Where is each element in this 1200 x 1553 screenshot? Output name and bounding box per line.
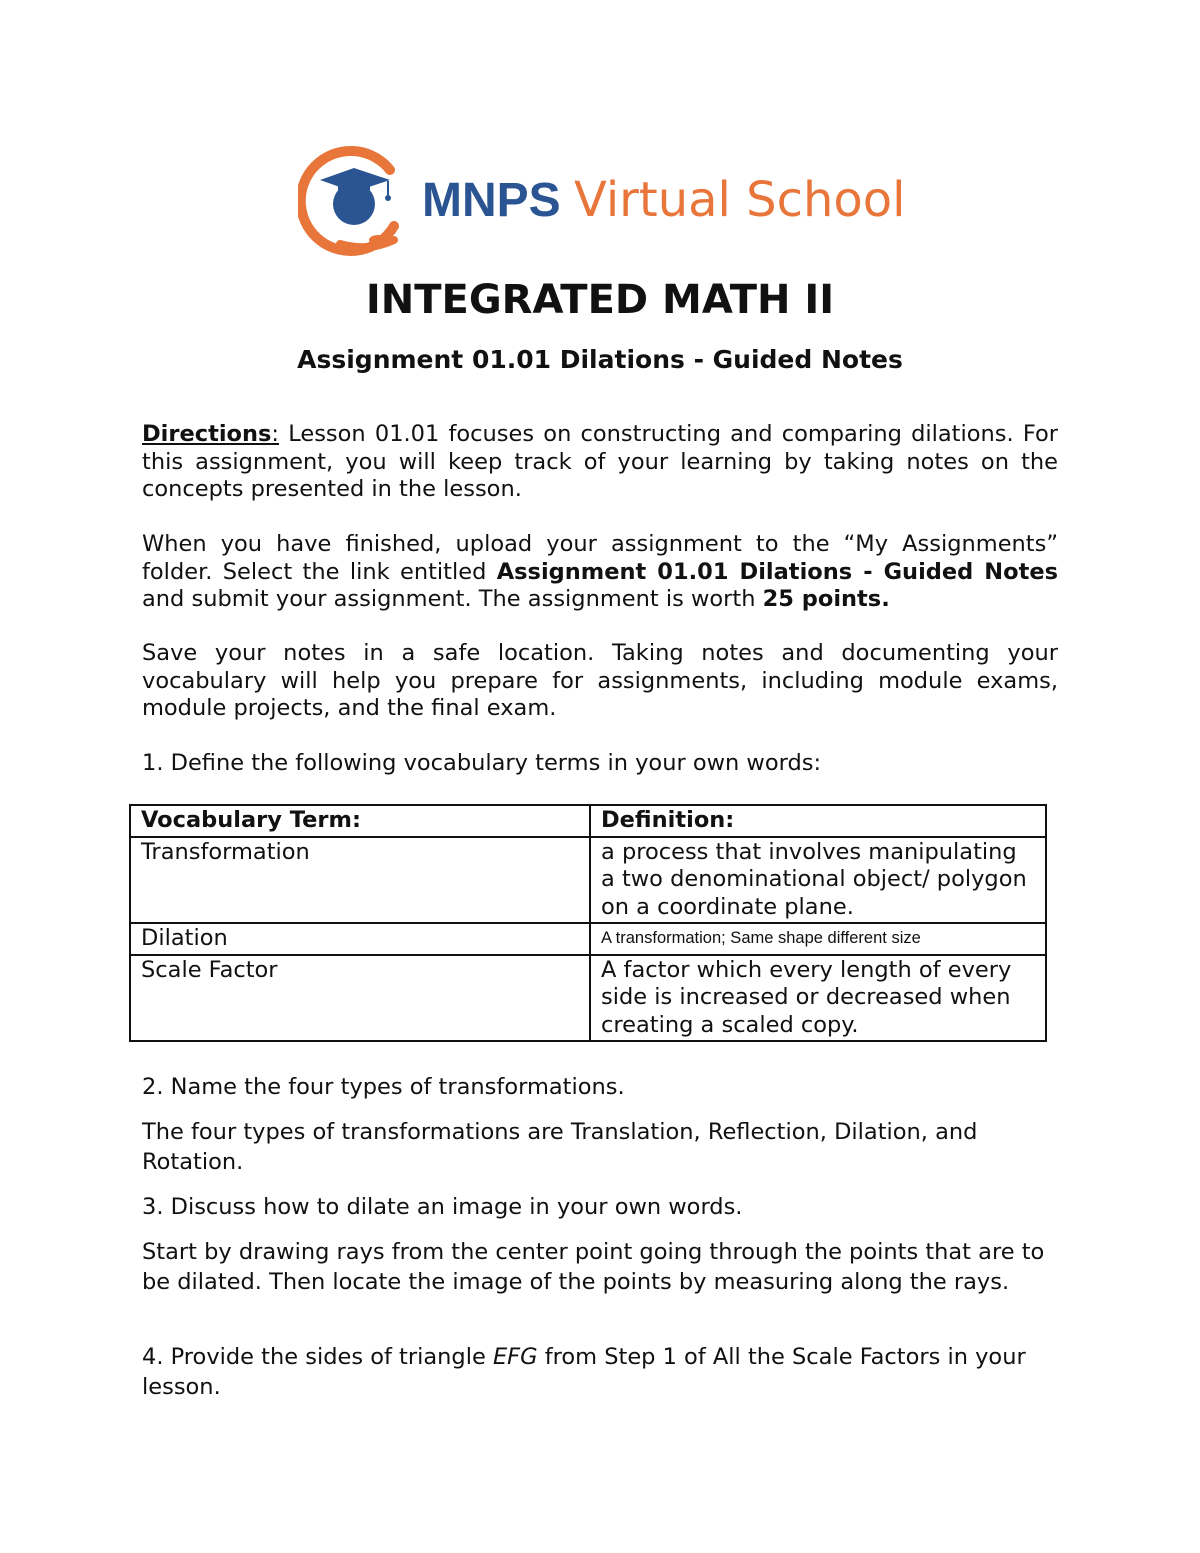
question-2: 2. Name the four types of transformations. (142, 1074, 625, 1100)
save-note-paragraph: Save your notes in a safe location. Taking notes and documenting your vocabulary will help you prepare for assignments, including module exams, module projects, and the final exam. (142, 640, 1058, 721)
assignment-subtitle: Assignment 01.01 Dilations - Guided Notes (297, 345, 903, 374)
header-vocabulary-term: Vocabulary Term: (130, 805, 590, 837)
question-3: 3. Discuss how to dilate an image in your own words. (142, 1194, 743, 1220)
points-value: 25 points. (762, 586, 890, 612)
upload-instructions (142, 531, 1058, 614)
vocab-term: Transformation (130, 837, 590, 924)
vocab-definition: A transformation; Same shape different size (590, 923, 1046, 955)
header-definition: Definition: (590, 805, 1046, 837)
vocab-definition: A factor which every length of every side is increased or decreased when creating a scaled copy. (590, 955, 1046, 1042)
table-header-row (130, 805, 1046, 837)
directions-colon: : (271, 421, 280, 447)
directions-label: Directions (142, 421, 272, 447)
answer-3: Start by drawing rays from the center point going through the points that are to be dilated. Then locate the image of the points by measuring along the rays. (142, 1239, 1045, 1295)
upload-text-1: When you have finished, upload your assignment to the “My Assignments” folder. Select the link entitled (142, 531, 1058, 585)
logo-brand-light: Virtual School (574, 172, 906, 228)
school-logo (298, 140, 918, 260)
assignment-link-name: Assignment 01.01 Dilations - Guided Notes (496, 558, 1058, 585)
answer-2: The four types of transformations are Translation, Reflection, Dilation, and Rotation. (142, 1119, 978, 1175)
table-row (130, 923, 1046, 955)
table-row (130, 837, 1046, 924)
graduation-cap-icon (298, 140, 418, 260)
upload-text-2: and submit your assignment. The assignment is worth (142, 586, 763, 612)
question-4 (142, 1342, 1042, 1402)
directions-text: Lesson 01.01 focuses on constructing and comparing dilations. For this assignment, you will keep track of your learning by taking notes on the concepts presented in the lesson. (142, 421, 1058, 502)
directions-paragraph (142, 421, 1058, 504)
table-row (130, 955, 1046, 1042)
vocab-term: Scale Factor (130, 955, 590, 1042)
page-title: INTEGRATED MATH II (365, 277, 835, 323)
vocabulary-table (129, 804, 1047, 1042)
question-4-text-1: 4. Provide the sides of triangle (142, 1344, 493, 1370)
logo-brand-bold: MNPS (422, 174, 561, 227)
triangle-name: EFG (492, 1344, 538, 1370)
question-1: 1. Define the following vocabulary terms in your own words: (142, 750, 822, 776)
vocab-term: Dilation (130, 923, 590, 955)
vocab-definition: a process that involves manipulating a two denominational object/ polygon on a coordinate plane. (590, 837, 1046, 924)
question-4-text-2: from Step 1 of All the Scale Factors in your lesson. (142, 1344, 1026, 1400)
